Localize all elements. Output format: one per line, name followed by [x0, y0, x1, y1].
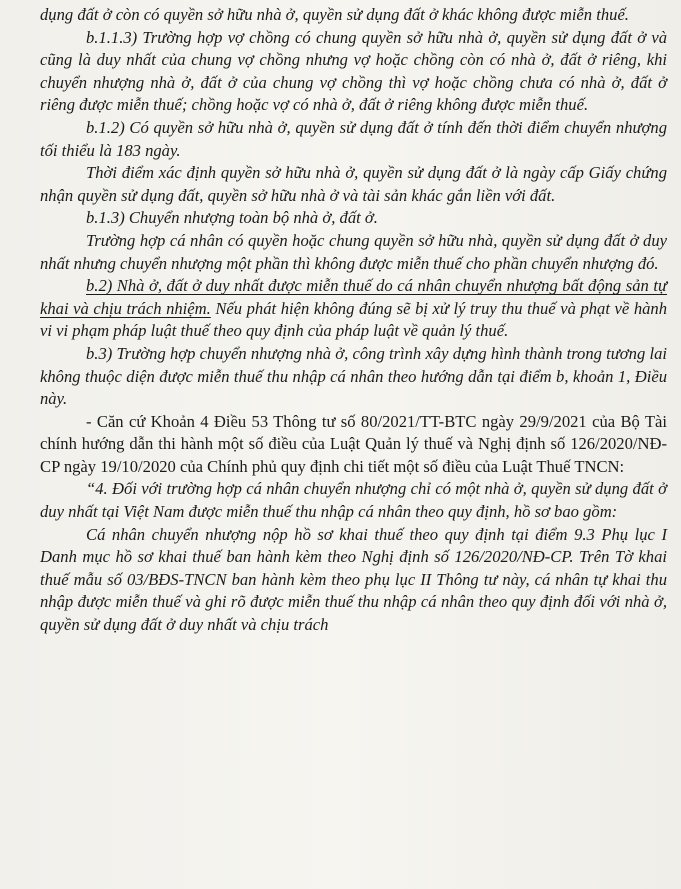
- paragraph-partial-transfer: Trường hợp cá nhân có quyền hoặc chung quyền sở hữu nhà, quyền sử dụng đất ở duy nhất nhưng chuyển nhượng một phần thì không được miễn thuế cho phần chuyển nhượng đó.: [40, 230, 667, 273]
- paragraph-dossier: Cá nhân chuyển nhượng nộp hồ sơ khai thuế theo quy định tại điểm 9.3 Phụ lục I Danh mục hồ sơ khai thuế ban hành kèm theo Nghị định số 126/2020/NĐ-CP. Trên Tờ khai thuế mẫu số 03/BĐS-TNCN ban hành kèm theo phụ lục II Thông tư này, cá nhân tự khai thu nhập được miễn thuế và ghi rõ được miễn thuế thu nhập cá nhân theo quy định đối với nhà ở, quyền sử dụng đất ở duy nhất và chịu trách: [40, 524, 667, 635]
- underlined-text: b.2) Nhà ở, đất ở duy nhất được miễn thuế do cá nhân chuyển nhượng bất động sản tự khai và chịu trách nhiệm.: [40, 276, 667, 318]
- paragraph-continuation: dụng đất ở còn có quyền sở hữu nhà ở, quyền sử dụng đất ở khác không được miễn thuế.: [40, 5, 629, 24]
- paragraph-quote-4: “4. Đối với trường hợp cá nhân chuyển nhượng chỉ có một nhà ở, quyền sử dụng đất ở duy nhất tại Việt Nam được miễn thuế thu nhập cá nhân theo quy định, hồ sơ bao gồm:: [40, 479, 667, 522]
- paragraph-b2-rest: Nếu phát hiện không đúng sẽ bị xử lý truy thu thuế và phạt về hành vi vi phạm pháp luật thuế theo quy định của pháp luật về quản lý thuế.: [40, 298, 668, 341]
- paragraph-legal-basis: - Căn cứ Khoản 4 Điều 53 Thông tư số 80/2021/TT-BTC ngày 29/9/2021 của Bộ Tài chính hướng dẫn thi hành một số điều của Luật Quản lý thuế và Nghị định số 126/2020/NĐ-CP ngày 19/10/2020 của Chính phủ quy định chi tiết một số điều của Luật Thuế TNCN:: [40, 411, 667, 476]
- paragraph-b113: b.1.1.3) Trường hợp vợ chồng có chung quyền sở hữu nhà ở, quyền sử dụng đất ở và cũng là duy nhất của chung vợ chồng nhưng vợ hoặc chồng còn có nhà ở, đất ở riêng, khi chuyển nhượng nhà ở, đất ở của chung vợ chồng thì vợ hoặc chồng chưa có nhà ở, đất ở riêng được miễn thuế; chồng hoặc vợ có nhà ở, đất ở riêng không được miễn thuế.: [40, 27, 667, 115]
- paragraph-b13: b.1.3) Chuyển nhượng toàn bộ nhà ở, đất ở.: [86, 208, 378, 228]
- paragraph-time-determination: Thời điểm xác định quyền sở hữu nhà ở, quyền sử dụng đất ở là ngày cấp Giấy chứng nhận quyền sử dụng đất, quyền sở hữu nhà ở và tài sản khác gắn liền với đất.: [40, 163, 667, 205]
- paragraph-b12: b.1.2) Có quyền sở hữu nhà ở, quyền sử dụng đất ở tính đến thời điểm chuyển nhượng tối thiểu là 183 ngày.: [40, 117, 667, 160]
- paragraph-b2: [40, 275, 667, 343]
- paragraph-b3: b.3) Trường hợp chuyển nhượng nhà ở, công trình xây dựng hình thành trong tương lai không thuộc diện được miễn thuế thu nhập cá nhân theo hướng dẫn tại điểm b, khoản 1, Điều này.: [40, 343, 667, 409]
